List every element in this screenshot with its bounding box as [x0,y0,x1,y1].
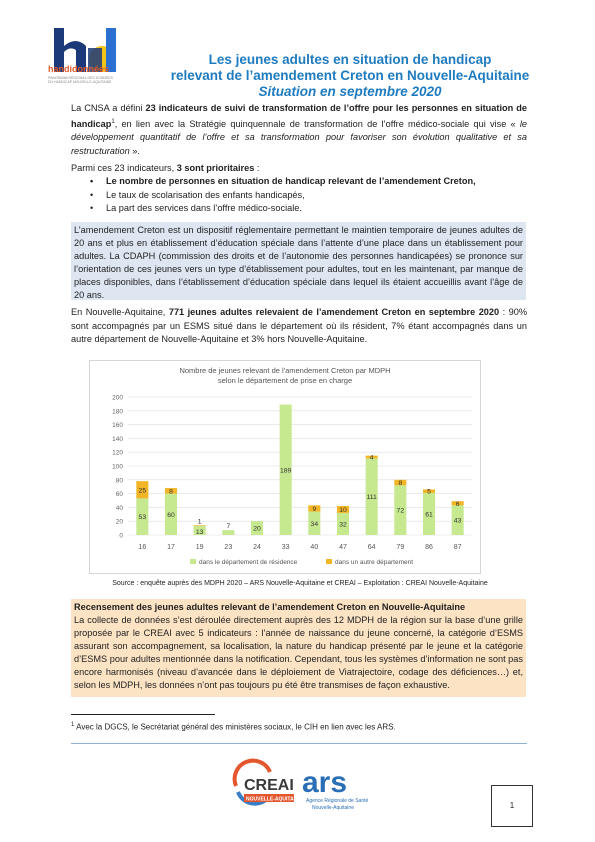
bullet-text: Le nombre de personnes en situation de handicap relevant de l’amendement Creton, [106,176,476,186]
data-label: 4 [369,454,374,462]
data-label: 9 [312,505,317,513]
x-tick-label: 16 [138,544,147,551]
data-label: 111 [366,494,377,502]
y-tick-label: 160 [112,422,123,430]
y-tick-label: 0 [119,532,123,540]
creai-subtitle: NOUVELLE-AQUITAINE [246,796,303,803]
legend-label: dans le département de résidence [199,559,298,566]
ars-wordmark: ars [302,766,348,799]
priority-bold: 3 sont prioritaires [176,163,255,173]
priority-list [88,175,476,216]
title-line-1: Les jeunes adultes en situation de handicap [208,52,492,67]
footnote [71,722,396,732]
data-label: 6 [455,500,460,508]
data-label: 60 [167,511,175,519]
footnote-ref: 1 [111,118,115,125]
intro-text-2: , en lien avec la Stratégie quinquennale de transformation de l’offre médico-sociale qui vise « [114,118,520,129]
legend-label: dans un autre département [335,559,414,566]
summary-bold: 771 jeunes adultes relevaient de l’amendement Creton en septembre 2020 [168,307,500,317]
methodology-box [71,599,526,697]
data-label: 72 [396,507,405,515]
x-tick-label: 33 [281,544,290,551]
x-tick-label: 86 [425,544,433,551]
data-label: 189 [279,467,292,475]
regional-summary [71,306,527,347]
y-tick-label: 80 [115,477,123,485]
x-tick-label: 40 [310,544,319,551]
y-tick-label: 120 [112,449,123,457]
data-label: 1 [197,518,202,526]
x-tick-label: 19 [195,544,204,551]
chart-title-line-1: Nombre de jeunes relevant de l'amendement Creton par MDPH [179,366,391,375]
footnote-rule [71,714,215,715]
intro-bold: 23 indicateurs de suivi de transformation de l’offre pour les personnes en situation de handicap [71,103,527,129]
list-item [88,175,476,189]
priority-text: Parmi ces 23 indicateurs, [71,163,177,173]
data-label: 7 [226,523,231,531]
x-tick-label: 79 [396,544,405,551]
creai-wordmark: CREAI [244,777,294,794]
creton-definition-box: L’amendement Creton est un dispositif réglementaire permettant le maintien temporaire de jeunes adultes de 20 ans et plus en établissement d’éducation spéciale dans l’attente d’une place dans un établissement pour adultes. La CDAPH (commission des droits et de l’autonomie des personnes handicapées) se prononce sur l’orientation de ces jeunes vers un type d’établissement pour adultes, tout en les maintenant, par manque de places disponibles, dans l’établissement d’éducation spéciale dans lequel ils étaient accueillis avant l’âge de 20 ans. [71,222,526,300]
data-label: 25 [138,487,147,495]
summary-text-2: : 90% sont accompagnés par un ESMS situé dans le département où ils résident, 7% étant accompagnés dans un autre département de Nouvelle-Aquitaine et 3% hors Nouvelle-Aquitaine. [71,307,527,344]
intro-paragraph [71,102,527,158]
y-tick-label: 60 [115,491,123,499]
legend-swatch [326,559,332,564]
y-tick-label: 100 [112,463,123,471]
bullet-text: Le taux de scolarisation des enfants handicapés, [106,189,305,200]
bullet-text: La part des services dans l’offre médico-sociale. [106,203,302,213]
x-tick-label: 23 [224,544,233,551]
title-line-2: relevant de l’amendement Creton en Nouvelle-Aquitaine [170,68,530,83]
data-label: 20 [253,525,261,533]
x-tick-label: 24 [253,544,261,551]
priority-end: : [254,163,260,173]
title-line-3: Situation en septembre 2020 [258,84,442,99]
ars-subtitle-2: Nouvelle-Aquitaine [312,805,354,811]
data-label: 43 [453,517,462,525]
y-tick-label: 40 [115,504,123,512]
intro-quote: le développement quantitatif de l’offre et sa transformation pour favoriser son évolution qualitative et sa restructuration [71,118,527,156]
list-item [88,189,476,203]
y-tick-label: 20 [115,518,123,526]
bar-segment [194,525,206,526]
bar-segment [222,530,234,535]
x-tick-label: 47 [339,544,347,551]
data-label: 34 [310,520,319,528]
methodology-body: La collecte de données s’est déroulée directement auprès des 12 MDPH de la région sur la base d’une grille proposée par le CREAI avec 5 indicateurs : l’année de naissance du jeune concerné, la catégorie d’ESMS assurant son accompagnement, sa localisation, la nature du handicap présenté par le jeune et la catégorie d’ESMS pour adultes mentionnée dans la notification. Cependant, tous les systèmes d’information ne sont pas encore harmonisés (niveau d’avancée dans le déploiement de Viatrajectoire, codage des déficiences…) et, selon les MDPH, les données n’ont pas toujours pu été être transmises de façon exhaustive. [74,615,523,690]
creton-chart [89,360,481,574]
summary-text-1: En Nouvelle-Aquitaine, [71,307,169,317]
data-label: 13 [195,529,204,537]
x-tick-label: 64 [367,544,376,551]
intro-text-3: ». [129,145,140,156]
chart-title-line-2: selon le département de prise en charge [217,376,353,385]
data-label: 8 [169,488,173,496]
data-label: 10 [339,506,347,514]
data-label: 61 [425,511,433,519]
methodology-title: Recensement des jeunes adultes relevant de l’amendement Creton en Nouvelle-Aquitaine [74,602,466,612]
creai-ars-logo [230,758,370,818]
list-item [88,202,476,216]
ars-subtitle-1: Agence Régionale de Santé [306,798,369,804]
intro-text-1: La CNSA a défini [71,103,146,113]
chart-svg [90,361,480,573]
data-label: 8 [398,480,403,488]
y-tick-label: 140 [112,435,123,443]
logo-wordmark: handidonnées [48,64,110,74]
data-label: 5 [427,488,431,496]
logo-subtitle: PANORAMA RÉGIONAL DES DONNÉES DU HANDICAP NOUVELLE-AQUITAINE [48,76,113,84]
data-label: 53 [138,514,147,522]
legend-swatch [190,559,196,564]
y-tick-label: 180 [112,408,123,416]
x-tick-label: 17 [167,544,175,551]
chart-source: Source : enquête auprès des MDPH 2020 – ARS Nouvelle-Aquitaine et CREAI – Exploitation : CREAI Nouvelle-Aquitaine [112,580,488,587]
footnote-number: 1 [71,722,75,728]
x-tick-label: 87 [453,544,462,551]
footnote-text: Avec la DGCS, le Secrétariat général des ministères sociaux, le CIH en lien avec les ARS. [74,722,396,732]
footer-divider [71,743,527,744]
page-number: 1 [491,785,533,827]
data-label: 32 [339,521,347,529]
y-tick-label: 200 [112,394,123,402]
priority-intro [71,162,527,176]
